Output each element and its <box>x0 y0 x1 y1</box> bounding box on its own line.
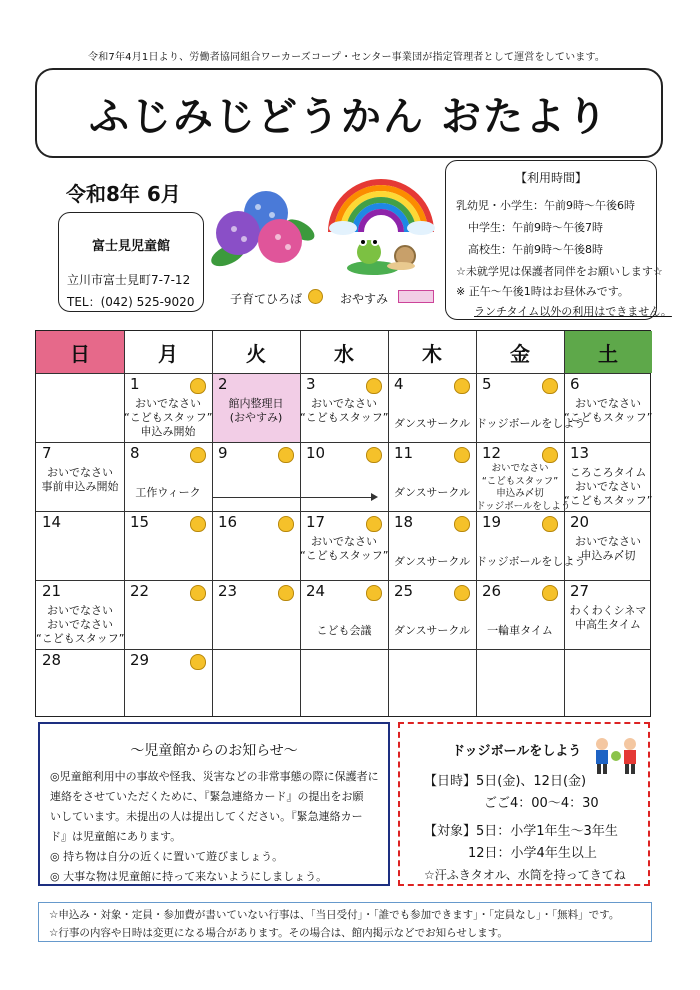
facility-name: 富士見児童館 <box>91 239 170 254</box>
chick-icon <box>366 447 382 463</box>
event-text: 一輪車タイム <box>487 624 553 637</box>
footer-box <box>38 902 652 942</box>
day-number: 27 <box>570 582 590 600</box>
event-text: おいでなさい <box>47 604 113 617</box>
chick-icon <box>308 289 323 304</box>
day-number: 23 <box>218 582 238 600</box>
event-text: おいでなさい <box>311 397 377 410</box>
day-number: 1 <box>130 375 140 393</box>
calendar-day-3 <box>300 373 388 442</box>
event-text: ダンスサークル <box>393 417 471 430</box>
event-text: “こどもスタッフ” <box>36 632 125 645</box>
chick-icon <box>542 378 558 394</box>
day-number: 7 <box>42 444 52 462</box>
calendar-day-13 <box>564 442 652 511</box>
day-number: 19 <box>482 513 502 531</box>
footer-line-1: ☆申込み・対象・定員・参加費が書いていない行事は、「当日受付」・「誰でも参加できます」・「定員なし」・「無料」です。 <box>49 909 620 921</box>
calendar-day-1 <box>124 373 212 442</box>
event-text: わくわくシネマ <box>569 604 647 617</box>
day-number: 9 <box>218 444 228 462</box>
event-text: (おやすみ) <box>229 411 283 424</box>
event-text: 工作ウィーク <box>135 486 201 499</box>
day-number: 22 <box>130 582 150 600</box>
calendar-day-24 <box>300 580 388 649</box>
event-text: ドッジボールをしよう <box>476 500 571 512</box>
notice-line-5: ◎ 持ち物は自分の近くに置いて遊びましょう。 <box>50 850 284 863</box>
event-text: おいでなさい <box>575 535 641 548</box>
event-text: おいでなさい <box>47 466 113 479</box>
calendar-day-28 <box>36 649 124 718</box>
day-number: 11 <box>394 444 414 462</box>
calendar-day-26 <box>476 580 564 649</box>
event-text: おいでなさい <box>491 463 549 474</box>
calendar-day-4 <box>388 373 476 442</box>
week-arrow <box>213 497 376 498</box>
notice-line-3: いしています。未提出の人は提出してください。『緊急連絡カー <box>50 810 363 823</box>
calendar-day-22 <box>124 580 212 649</box>
event-text: おいでなさい <box>47 618 113 631</box>
calendar-day-2 <box>212 373 300 442</box>
event-text: “こどもスタッフ” <box>564 494 653 507</box>
event-text: ダンスサークル <box>393 486 471 499</box>
chick-icon <box>190 447 206 463</box>
day-number: 24 <box>306 582 326 600</box>
event-text: “こどもスタッフ” <box>481 475 559 487</box>
facility-tel: TEL：(042) 525-9020 <box>67 295 195 309</box>
calendar-day-23 <box>212 580 300 649</box>
grid-line <box>36 373 650 374</box>
weekday-sun: 日 <box>36 331 124 373</box>
weekday-fri: 金 <box>510 341 530 366</box>
hours-line-2: 中学生：午前9時～午後7時 <box>468 221 603 234</box>
day-number: 18 <box>394 513 414 531</box>
dodgeball-line-2: ごご4：00～4：30 <box>484 796 599 811</box>
grid-line <box>124 331 125 716</box>
event-text: “こどもスタッフ” <box>124 411 213 424</box>
calendar-day-8 <box>124 442 212 511</box>
event-text: ころころタイム <box>569 466 647 479</box>
notice-heading: ～児童館からのお知らせ～ <box>130 743 298 759</box>
event-text: おいでなさい <box>311 535 377 548</box>
event-text: ダンスサークル <box>393 624 471 637</box>
chick-icon <box>454 378 470 394</box>
title-box <box>35 68 663 158</box>
grid-line <box>300 331 301 716</box>
day-number: 21 <box>42 582 62 600</box>
calendar-day-5 <box>476 373 586 442</box>
hours-box <box>445 160 672 320</box>
calendar-day-17 <box>300 511 388 580</box>
day-number: 5 <box>482 375 492 393</box>
legend-yasumi-label: おやすみ <box>340 292 389 306</box>
event-text: ダンスサークル <box>393 555 471 568</box>
dodgeball-box <box>398 722 650 886</box>
calendar-grid <box>35 330 651 717</box>
chick-icon <box>366 585 382 601</box>
event-text: 中高生タイム <box>575 618 641 631</box>
chick-icon <box>278 447 294 463</box>
calendar-day-12 <box>476 442 571 512</box>
chick-icon <box>190 378 206 394</box>
dodgeball-line-4: 12日：小学4年生以上 <box>468 846 597 861</box>
calendar-day-15 <box>124 511 212 580</box>
kids-icon <box>590 736 642 776</box>
hydrangea-illustration <box>208 185 318 280</box>
day-number: 14 <box>42 513 62 531</box>
weekday-thu: 木 <box>422 341 442 366</box>
day-number: 12 <box>482 444 502 462</box>
event-text: おいでなさい <box>575 397 641 410</box>
calendar-day-6 <box>564 373 652 442</box>
hours-heading: 【利用時間】 <box>514 171 587 185</box>
chick-icon <box>366 516 382 532</box>
day-number: 26 <box>482 582 502 600</box>
event-text: こども会議 <box>316 624 372 637</box>
event-text: ドッジボールをしよう <box>476 417 586 430</box>
calendar-day-9 <box>212 442 300 511</box>
day-number: 15 <box>130 513 150 531</box>
facility-box <box>58 212 204 312</box>
dodgeball-heading: ドッジボールをしよう <box>452 744 582 759</box>
day-number: 4 <box>394 375 404 393</box>
legend-hiroba-label: 子育てひろば <box>230 292 303 306</box>
event-text: “こどもスタッフ” <box>564 411 653 424</box>
notice-line-1: ◎児童館利用中の事故や怪我、災害などの非常事態の際に保護者に <box>50 770 379 783</box>
calendar-day-7 <box>36 442 124 511</box>
event-text: “こどもスタッフ” <box>300 411 389 424</box>
hours-line-3: 高校生：午前9時～午後8時 <box>468 243 603 256</box>
calendar-day-16 <box>212 511 300 580</box>
weekday-wed: 水 <box>334 341 354 366</box>
dodgeball-line-1: 【日時】5日(金)、12日(金) <box>424 774 587 789</box>
grid-line <box>36 580 650 581</box>
day-number: 2 <box>218 375 228 393</box>
event-text: “こどもスタッフ” <box>300 549 389 562</box>
day-number: 17 <box>306 513 326 531</box>
day-number: 6 <box>570 375 580 393</box>
day-number: 13 <box>570 444 590 462</box>
day-number: 29 <box>130 651 150 669</box>
chick-icon <box>190 654 206 670</box>
weekday-tue: 火 <box>246 341 266 366</box>
chick-icon <box>542 516 558 532</box>
day-number: 28 <box>42 651 62 669</box>
weekday-mon: 月 <box>158 341 178 366</box>
hours-line-6: ランチタイム以外の利用はできません。 <box>474 305 672 318</box>
notice-line-2: 連絡をさせていただくために、『緊急連絡カード』の提出をお願 <box>50 790 364 803</box>
grid-line <box>476 331 477 716</box>
calendar-day-14 <box>36 511 124 580</box>
legend-closed-swatch <box>398 290 434 303</box>
event-text: 申込み〆切 <box>496 488 544 499</box>
grid-line <box>36 511 650 512</box>
calendar-day-20 <box>564 511 652 580</box>
chick-icon <box>366 378 382 394</box>
chick-icon <box>454 585 470 601</box>
dodgeball-line-3: 【対象】5日：小学1年生～3年生 <box>424 824 618 839</box>
grid-line <box>36 442 650 443</box>
day-number: 10 <box>306 444 326 462</box>
calendar-day-25 <box>388 580 476 649</box>
grid-line <box>388 331 389 716</box>
grid-line <box>36 649 650 650</box>
chick-icon <box>190 585 206 601</box>
hours-line-5: ※ 正午～午後1時はお昼休みです。 <box>456 285 629 298</box>
chick-icon <box>190 516 206 532</box>
rainbow-frog-illustration <box>325 170 437 280</box>
chick-icon <box>454 516 470 532</box>
calendar-day-29 <box>124 649 212 718</box>
calendar-day-21 <box>36 580 124 649</box>
day-number: 3 <box>306 375 316 393</box>
hours-line-4: ☆未就学児は保護者同伴をお願いします☆ <box>456 265 663 278</box>
day-number: 8 <box>130 444 140 462</box>
event-text: 申込み開始 <box>140 425 196 438</box>
day-number: 25 <box>394 582 414 600</box>
day-number: 20 <box>570 513 590 531</box>
event-text: おいでなさい <box>575 480 641 493</box>
facility-address: 立川市富士見町7-7-12 <box>67 273 191 287</box>
calendar-day-11 <box>388 442 476 511</box>
grid-line <box>564 331 565 716</box>
footer-line-2: ☆行事の内容や日時は変更になる場合があります。その場合は、館内掲示などでお知らせします。 <box>49 927 508 939</box>
grid-line <box>212 331 213 716</box>
chick-icon <box>278 585 294 601</box>
chick-icon <box>542 585 558 601</box>
page-title: ふじみじどうかん おたより <box>89 93 609 140</box>
notice-line-6: ◎ 大事な物は児童館に持って来ないようにしましょう。 <box>50 870 328 883</box>
calendar-day-18 <box>388 511 476 580</box>
weekday-sat: 土 <box>564 331 652 373</box>
management-note: 令和7年4月1日より、労働者協同組合ワーカーズコープ・センター事業団が指定管理者として運営をしています。 <box>88 52 606 63</box>
event-text: ドッジボールをしよう <box>476 555 586 568</box>
hours-line-1: 乳幼児・小学生：午前9時～午後6時 <box>456 199 635 212</box>
notice-box <box>38 722 390 886</box>
event-text: 申込み〆切 <box>580 549 636 562</box>
month-label: 令和8年 6月 <box>66 182 181 206</box>
chick-icon <box>454 447 470 463</box>
event-text: 事前申込み開始 <box>41 480 119 493</box>
event-text: おいでなさい <box>135 397 201 410</box>
day-number: 16 <box>218 513 238 531</box>
dodgeball-line-5: ☆汗ふきタオル、水筒を持ってきてね <box>424 868 626 882</box>
notice-line-4: ド』は児童館にあります。 <box>50 830 182 843</box>
chick-icon <box>278 516 294 532</box>
calendar-day-27 <box>564 580 652 649</box>
event-text: 館内整理日 <box>228 397 284 410</box>
